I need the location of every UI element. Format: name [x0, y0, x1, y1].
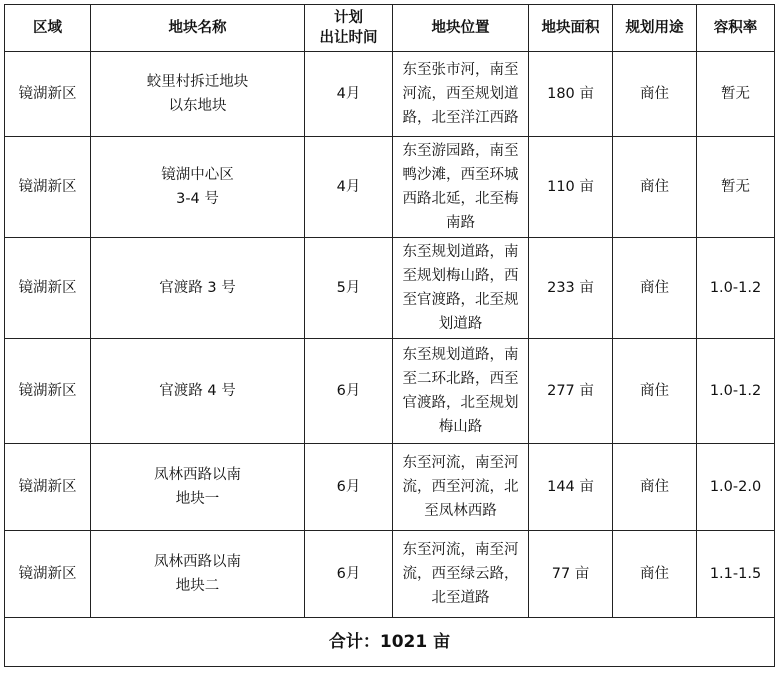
- cell-location: [393, 238, 529, 339]
- cell-location-line: 东至张市河，南至: [402, 62, 519, 78]
- cell-location-line: 鸭沙滩，西至环城: [402, 167, 519, 183]
- cell-location-line: 划道路: [438, 316, 483, 332]
- cell-location-line: 至规划梅山路，西: [402, 268, 519, 284]
- cell-location-line: 东至规划道路，南: [402, 347, 519, 363]
- cell-name-line2: 以东地块: [168, 98, 227, 114]
- land-table: [4, 4, 775, 667]
- cell-name: [91, 531, 305, 618]
- cell-area: 277 亩: [529, 339, 613, 444]
- cell-location-line: 北至道路: [431, 590, 490, 606]
- cell-name-line2: 3-4 号: [176, 191, 219, 207]
- cell-far: 1.0-2.0: [697, 444, 775, 531]
- cell-far: 1.0-1.2: [697, 339, 775, 444]
- cell-region: 镜湖新区: [5, 531, 91, 618]
- cell-far: 暂无: [697, 52, 775, 137]
- cell-region: 镜湖新区: [5, 52, 91, 137]
- cell-area: 110 亩: [529, 137, 613, 238]
- cell-location: [393, 52, 529, 137]
- cell-use: 商住: [613, 238, 697, 339]
- cell-location-line: 至官渡路，北至规: [402, 292, 519, 308]
- cell-location-line: 流，西至绿云路，: [402, 566, 519, 582]
- cell-time: 6月: [305, 339, 393, 444]
- cell-location-line: 流，西至河流，北: [402, 479, 519, 495]
- cell-name: [91, 339, 305, 444]
- table-row: [5, 339, 775, 444]
- cell-location: [393, 137, 529, 238]
- cell-area: 77 亩: [529, 531, 613, 618]
- cell-name-line1: 镜湖中心区: [161, 167, 234, 183]
- cell-far: 1.1-1.5: [697, 531, 775, 618]
- total-row: [5, 618, 775, 667]
- cell-name-line1: 官渡路 4 号: [159, 383, 236, 399]
- cell-name-line2: 地块二: [175, 578, 220, 594]
- table-row: [5, 238, 775, 339]
- cell-time: 6月: [305, 444, 393, 531]
- total-cell: 合计：1021 亩: [5, 618, 775, 667]
- header-region: 区域: [5, 5, 91, 52]
- cell-time: 4月: [305, 52, 393, 137]
- cell-time: 5月: [305, 238, 393, 339]
- cell-location: [393, 531, 529, 618]
- cell-use: 商住: [613, 531, 697, 618]
- header-use: 规划用途: [613, 5, 697, 52]
- header-time: [305, 5, 393, 52]
- cell-location-line: 梅山路: [438, 419, 483, 435]
- cell-location: [393, 444, 529, 531]
- cell-area: 180 亩: [529, 52, 613, 137]
- cell-location-line: 西路北延，北至梅: [402, 191, 519, 207]
- cell-location-line: 至二环北路，西至: [402, 371, 519, 387]
- cell-name: [91, 238, 305, 339]
- table-row: [5, 531, 775, 618]
- cell-location-line: 东至规划道路，南: [402, 244, 519, 260]
- cell-time: 4月: [305, 137, 393, 238]
- cell-use: 商住: [613, 52, 697, 137]
- cell-location-line: 东至河流，南至河: [402, 542, 519, 558]
- cell-time: 6月: [305, 531, 393, 618]
- cell-location-line: 河流，西至规划道: [402, 86, 519, 102]
- table-row: [5, 137, 775, 238]
- cell-area: 144 亩: [529, 444, 613, 531]
- cell-name-line1: 官渡路 3 号: [159, 280, 236, 296]
- table-row: [5, 52, 775, 137]
- cell-region: 镜湖新区: [5, 444, 91, 531]
- table-row: [5, 444, 775, 531]
- header-row: [5, 5, 775, 52]
- cell-location-line: 路，北至洋江西路: [402, 110, 519, 126]
- cell-location-line: 南路: [446, 215, 475, 231]
- header-location: 地块位置: [393, 5, 529, 52]
- cell-location-line: 至凤林西路: [424, 503, 497, 519]
- cell-region: 镜湖新区: [5, 137, 91, 238]
- cell-name-line1: 凤林西路以南: [154, 467, 241, 483]
- cell-use: 商住: [613, 444, 697, 531]
- cell-location-line: 东至河流，南至河: [402, 455, 519, 471]
- cell-name-line1: 凤林西路以南: [154, 554, 241, 570]
- cell-region: 镜湖新区: [5, 238, 91, 339]
- header-name: 地块名称: [91, 5, 305, 52]
- cell-name-line1: 蛟里村拆迁地块: [146, 74, 249, 90]
- cell-location-line: 官渡路，北至规划: [402, 395, 519, 411]
- header-time-line2: 出让时间: [319, 30, 378, 46]
- cell-far: 1.0-1.2: [697, 238, 775, 339]
- header-time-line1: 计划: [334, 10, 363, 26]
- cell-use: 商住: [613, 339, 697, 444]
- cell-location-line: 东至游园路，南至: [402, 143, 519, 159]
- header-area: 地块面积: [529, 5, 613, 52]
- cell-area: 233 亩: [529, 238, 613, 339]
- cell-use: 商住: [613, 137, 697, 238]
- cell-location: [393, 339, 529, 444]
- cell-name: [91, 137, 305, 238]
- cell-name-line2: 地块一: [175, 491, 220, 507]
- header-far: 容积率: [697, 5, 775, 52]
- cell-name: [91, 444, 305, 531]
- cell-name: [91, 52, 305, 137]
- cell-region: 镜湖新区: [5, 339, 91, 444]
- cell-far: 暂无: [697, 137, 775, 238]
